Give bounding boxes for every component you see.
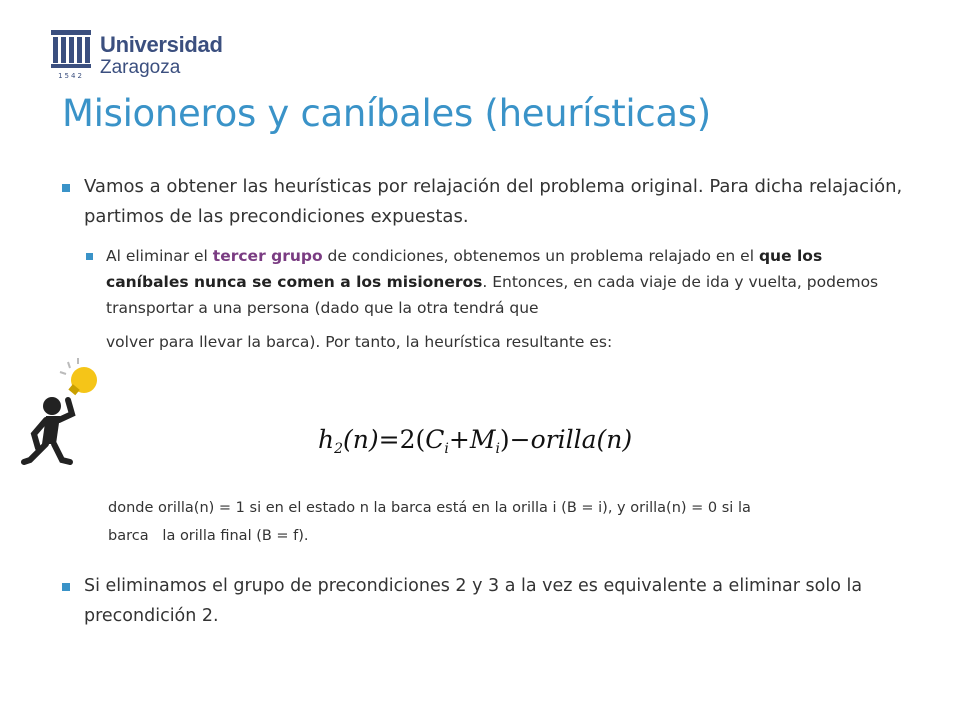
sub-bullet-text (106, 243, 906, 321)
formula-close-minus: )− (499, 425, 531, 454)
sub-bullet-continuation: volver para llevar la barca). Por tanto, la heurística resultante es: (106, 333, 613, 351)
formula-equals-two: =2( (378, 425, 426, 454)
sub-text-part2: de condiciones, obtenemos un problema relajado en el (322, 247, 759, 265)
formula-orilla-arg: (n) (596, 425, 633, 454)
formula-arg-n: (n) (343, 425, 379, 454)
formula-h: h (318, 425, 335, 454)
explanation-line-1: donde orilla(n) = 1 si en el estado n la barca está en la orilla i (B = i), y orilla(n) = 0 si la (108, 500, 751, 516)
heuristic-formula (318, 425, 632, 457)
slide-title: Misioneros y caníbales (heurísticas) (62, 92, 711, 135)
bold-phrase: que los caníbales nunca se comen a los misioneros (106, 247, 823, 291)
sub-text-part3: . Entonces, en cada viaje de ida y vuelta, podemos transportar a una persona (dado que la otra tendrá que (106, 273, 879, 317)
bullet-text-2: Si eliminamos el grupo de precondiciones 2 y 3 a la vez es equivalente a eliminar solo la precondición 2. (84, 576, 863, 626)
university-logo (50, 28, 250, 84)
formula-c-subscript: i (444, 441, 449, 457)
highlight-term: tercer grupo (212, 247, 323, 265)
bullet-text-1: Vamos a obtener las heurísticas por relajación del problema original. Para dicha relajación, partimos de las precondiciones expuestas. (84, 176, 903, 227)
bullet-marker (62, 583, 70, 591)
thinking-person-lightbulb-icon (16, 356, 102, 468)
university-emblem-icon (50, 28, 92, 80)
logo-university-name: Universidad (100, 32, 223, 57)
bullet-marker (62, 184, 70, 192)
logo-year: 1542 (58, 72, 84, 80)
formula-explanation (108, 494, 908, 550)
formula-c: C (425, 425, 445, 454)
formula-plus: + (448, 425, 470, 454)
sub-text-part1: Al eliminar el (106, 247, 213, 265)
formula-orilla: orilla (530, 425, 597, 454)
logo-city-name: Zaragoza (100, 57, 181, 78)
explanation-line-2: barca la orilla final (B = f). (108, 528, 309, 544)
formula-h-subscript: 2 (334, 441, 344, 457)
sub-bullet-marker (86, 253, 93, 260)
formula-m: M (469, 425, 496, 454)
formula-m-subscript: i (495, 441, 500, 457)
